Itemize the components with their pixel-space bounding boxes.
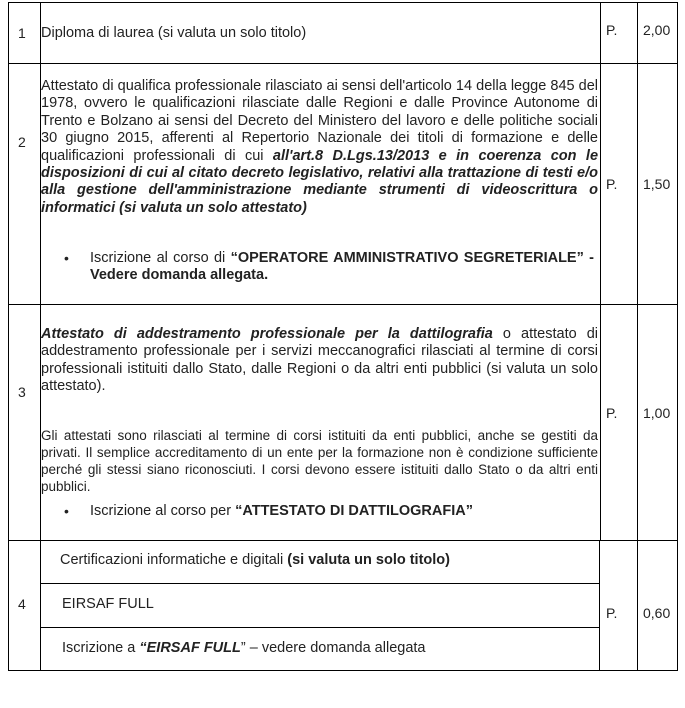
row-description xyxy=(41,326,598,396)
col-divider-points xyxy=(637,2,638,671)
bullet-bold-text: “OPERATORE AMMINISTRATIVO SEGRETERIALE” - Vedere domanda allegata. xyxy=(90,250,595,284)
points-value: 1,50 xyxy=(643,176,671,192)
row4-line-bold: (si valuta un solo titolo) xyxy=(287,552,450,568)
col-divider-text-row4 xyxy=(599,540,600,671)
row4-subdivider-1 xyxy=(41,583,599,584)
row-description-text: o attestato di addestramento professionale per i servizi meccanografici rilasciati al termine di corsi professionali istituiti dallo Stato, dalle Regioni o da altri enti pubblici (si valuta un solo attestato). xyxy=(41,326,598,395)
row-divider-1 xyxy=(8,63,678,64)
row4-line-text: Iscrizione a xyxy=(62,640,140,656)
row-divider-2 xyxy=(8,304,678,305)
row-note: Gli attestati sono rilasciati al termine di corsi istituiti da enti pubblici, anche se gestiti da privati. Il semplice accreditamento di un ente per la formazione non è condizione sufficiente perché gli stessi siano riconosciuti. I corsi devono essere istituiti dallo Stato o da altri enti pubblici. xyxy=(41,428,598,494)
row-number: 3 xyxy=(18,384,26,400)
bullet-text: Iscrizione al corso per xyxy=(90,503,236,519)
row-description-text: Attestato di qualifica professionale rilasciato ai sensi dell'articolo 14 della legge 845 del 1978, ovvero le qualificazioni rilasciate dalle Regioni e dalle Province Autonome di Trento e Bolzano ai sensi del Decreto del Ministero del lavoro e delle politiche sociali 30 giugno 2015, afferenti al Repertorio Nazionale dei titoli di formazione e delle qualificazioni professionali di cui xyxy=(41,78,598,164)
table-bottom-border xyxy=(8,670,678,671)
row4-line-certifications xyxy=(60,552,450,568)
row4-line-text: Certificazioni informatiche e digitali xyxy=(60,552,288,568)
row-number: 2 xyxy=(18,134,26,150)
row-description-bold: all'art.8 D.Lgs.13/2013 e in coerenza con le disposizioni di cui al citato decreto legislativo, relativi alla trattazione di testi e/o alla gestione dell'amministrazione mediante strumenti di videoscrittura o informatici (si valuta un solo attestato) xyxy=(41,147,599,216)
bullet-bold-text: “ATTESTATO DI DATTILOGRAFIA” xyxy=(235,503,473,519)
bullet-icon: • xyxy=(64,503,69,519)
row4-line-registration xyxy=(62,640,425,656)
col-divider-text-row1-3 xyxy=(600,2,601,540)
row4-subdivider-2 xyxy=(41,627,599,628)
points-label: P. xyxy=(606,176,618,192)
row-description-bold: Attestato di addestramento professionale per la dattilografia xyxy=(41,326,493,342)
row-description: Diploma di laurea (si valuta un solo titolo) xyxy=(41,25,307,41)
bullet-icon: • xyxy=(64,250,69,266)
row-description xyxy=(41,78,598,217)
row4-line-bold: “EIRSAF FULL xyxy=(139,640,241,656)
row-divider-3 xyxy=(8,540,678,541)
points-value: 2,00 xyxy=(643,22,671,38)
points-label: P. xyxy=(606,22,618,38)
col-left-border xyxy=(8,2,9,671)
points-label: P. xyxy=(606,605,618,621)
points-value: 1,00 xyxy=(643,405,671,421)
list-item xyxy=(64,250,594,285)
list-item xyxy=(64,503,594,520)
table-top-border xyxy=(8,2,678,3)
row-number: 1 xyxy=(18,25,26,41)
col-right-border xyxy=(677,2,678,671)
points-label: P. xyxy=(606,405,618,421)
row4-line-suffix: ” – vedere domanda allegata xyxy=(240,640,426,656)
points-value: 0,60 xyxy=(643,605,671,621)
bullet-text: Iscrizione al corso di xyxy=(90,250,231,266)
row4-line-eirsaf: EIRSAF FULL xyxy=(62,596,154,612)
row-number: 4 xyxy=(18,596,26,612)
